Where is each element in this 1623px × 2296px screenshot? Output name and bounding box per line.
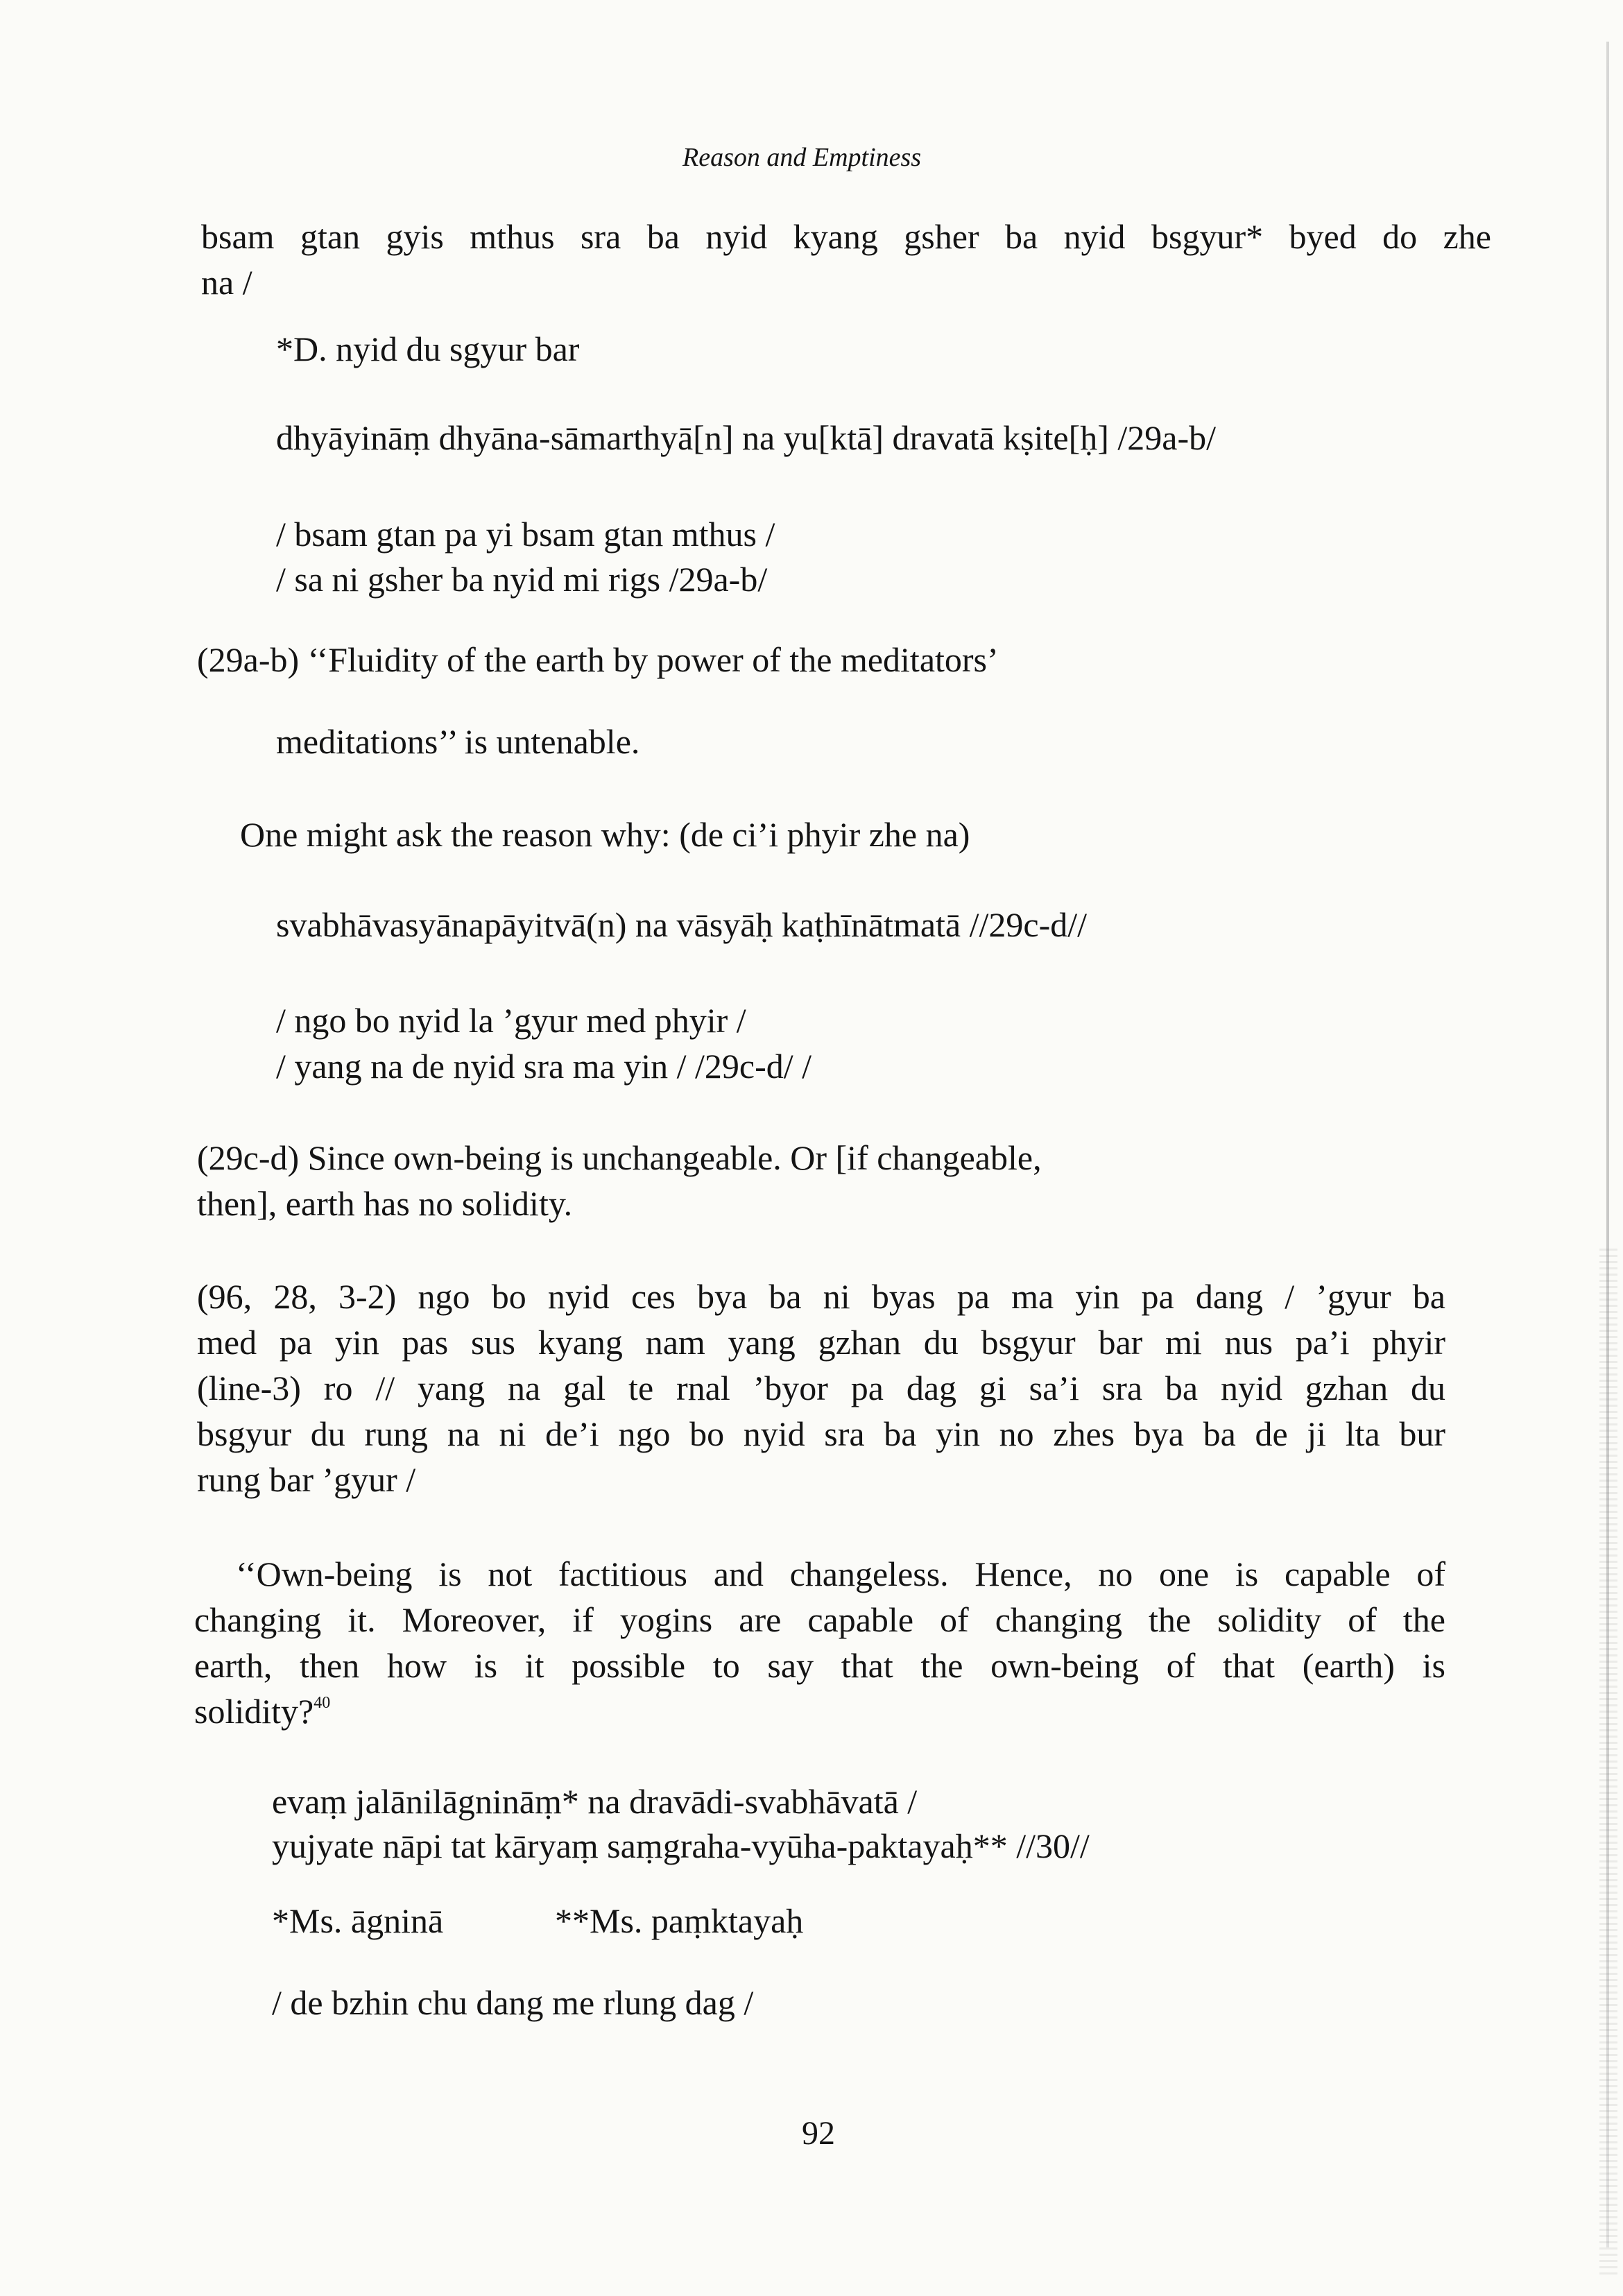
translation-line: then], earth has no solidity. bbox=[197, 1184, 573, 1223]
commentary-line: (line-3) ro // yang na gal te rnal ’byor pa dag gi sa’i sra ba nyid gzhan du bbox=[197, 1369, 1445, 1407]
page-number: 92 bbox=[802, 2115, 835, 2152]
translation-line: (29a-b) ‘‘Fluidity of the earth by power of the meditators’ bbox=[197, 640, 999, 679]
translation-line bbox=[194, 1694, 330, 1729]
commentary-line: (96, 28, 3-2) ngo bo nyid ces bya ba ni byas pa ma yin pa dang / ’gyur ba bbox=[197, 1277, 1445, 1316]
sanskrit-verse: svabhāvasyānapāyitvā(n) na vāsyāḥ kaṭhīnātmatā //29c-d// bbox=[276, 905, 1088, 944]
footnote-marker: 40 bbox=[314, 1694, 331, 1712]
translation-line: earth, then how is it possible to say that the own-being of that (earth) is bbox=[194, 1646, 1445, 1685]
variant-note: *D. nyid du sgyur bar bbox=[276, 329, 580, 368]
running-header: Reason and Emptiness bbox=[682, 143, 922, 172]
commentary-line: bsgyur du rung na ni de’i ngo bo nyid sra ba yin no zhes bya ba de ji lta bur bbox=[197, 1414, 1445, 1453]
translation-line: meditations’’ is untenable. bbox=[276, 722, 640, 761]
variant-note: *Ms. āgninā bbox=[272, 1901, 444, 1940]
tibetan-verse: / bsam gtan pa yi bsam gtan mthus / bbox=[276, 515, 775, 554]
sanskrit-verse: yujyate nāpi tat kāryaṃ saṃgraha-vyūha-paktayaḥ** //30// bbox=[272, 1826, 1090, 1865]
page-edge-texture bbox=[1599, 1249, 1617, 2275]
sanskrit-verse: dhyāyināṃ dhyāna-sāmarthyā[n] na yu[ktā] dravatā kṣite[ḥ] /29a-b/ bbox=[276, 418, 1217, 457]
translation-line: ‘‘Own-being is not factitious and changeless. Hence, no one is capable of bbox=[236, 1554, 1445, 1593]
tibetan-verse: / yang na de nyid sra ma yin / /29c-d/ / bbox=[276, 1047, 812, 1086]
text-line: na / bbox=[201, 263, 252, 302]
text-line: bsam gtan gyis mthus sra ba nyid kyang gsher ba nyid bsgyur* byed do zhe bbox=[201, 217, 1491, 256]
translation-line: (29c-d) Since own-being is unchangeable. Or [if changeable, bbox=[197, 1138, 1042, 1177]
tibetan-verse: / de bzhin chu dang me rlung dag / bbox=[272, 1983, 754, 2022]
translation-text: solidity? bbox=[194, 1692, 314, 1731]
commentary-line: med pa yin pas sus kyang nam yang gzhan du bsgyur bar mi nus pa’i phyir bbox=[197, 1323, 1445, 1362]
translation-line: changing it. Moreover, if yogins are capable of changing the solidity of the bbox=[194, 1600, 1445, 1639]
tibetan-verse: / ngo bo nyid la ’gyur med phyir / bbox=[276, 1001, 746, 1040]
text-line: One might ask the reason why: (de ci’i phyir zhe na) bbox=[240, 815, 970, 854]
tibetan-verse: / sa ni gsher ba nyid mi rigs /29a-b/ bbox=[276, 560, 768, 599]
variant-note: **Ms. paṃktayaḥ bbox=[555, 1901, 804, 1940]
sanskrit-verse: evaṃ jalānilāgnināṃ* na dravādi-svabhāvatā / bbox=[272, 1782, 918, 1821]
commentary-line: rung bar ’gyur / bbox=[197, 1460, 416, 1499]
